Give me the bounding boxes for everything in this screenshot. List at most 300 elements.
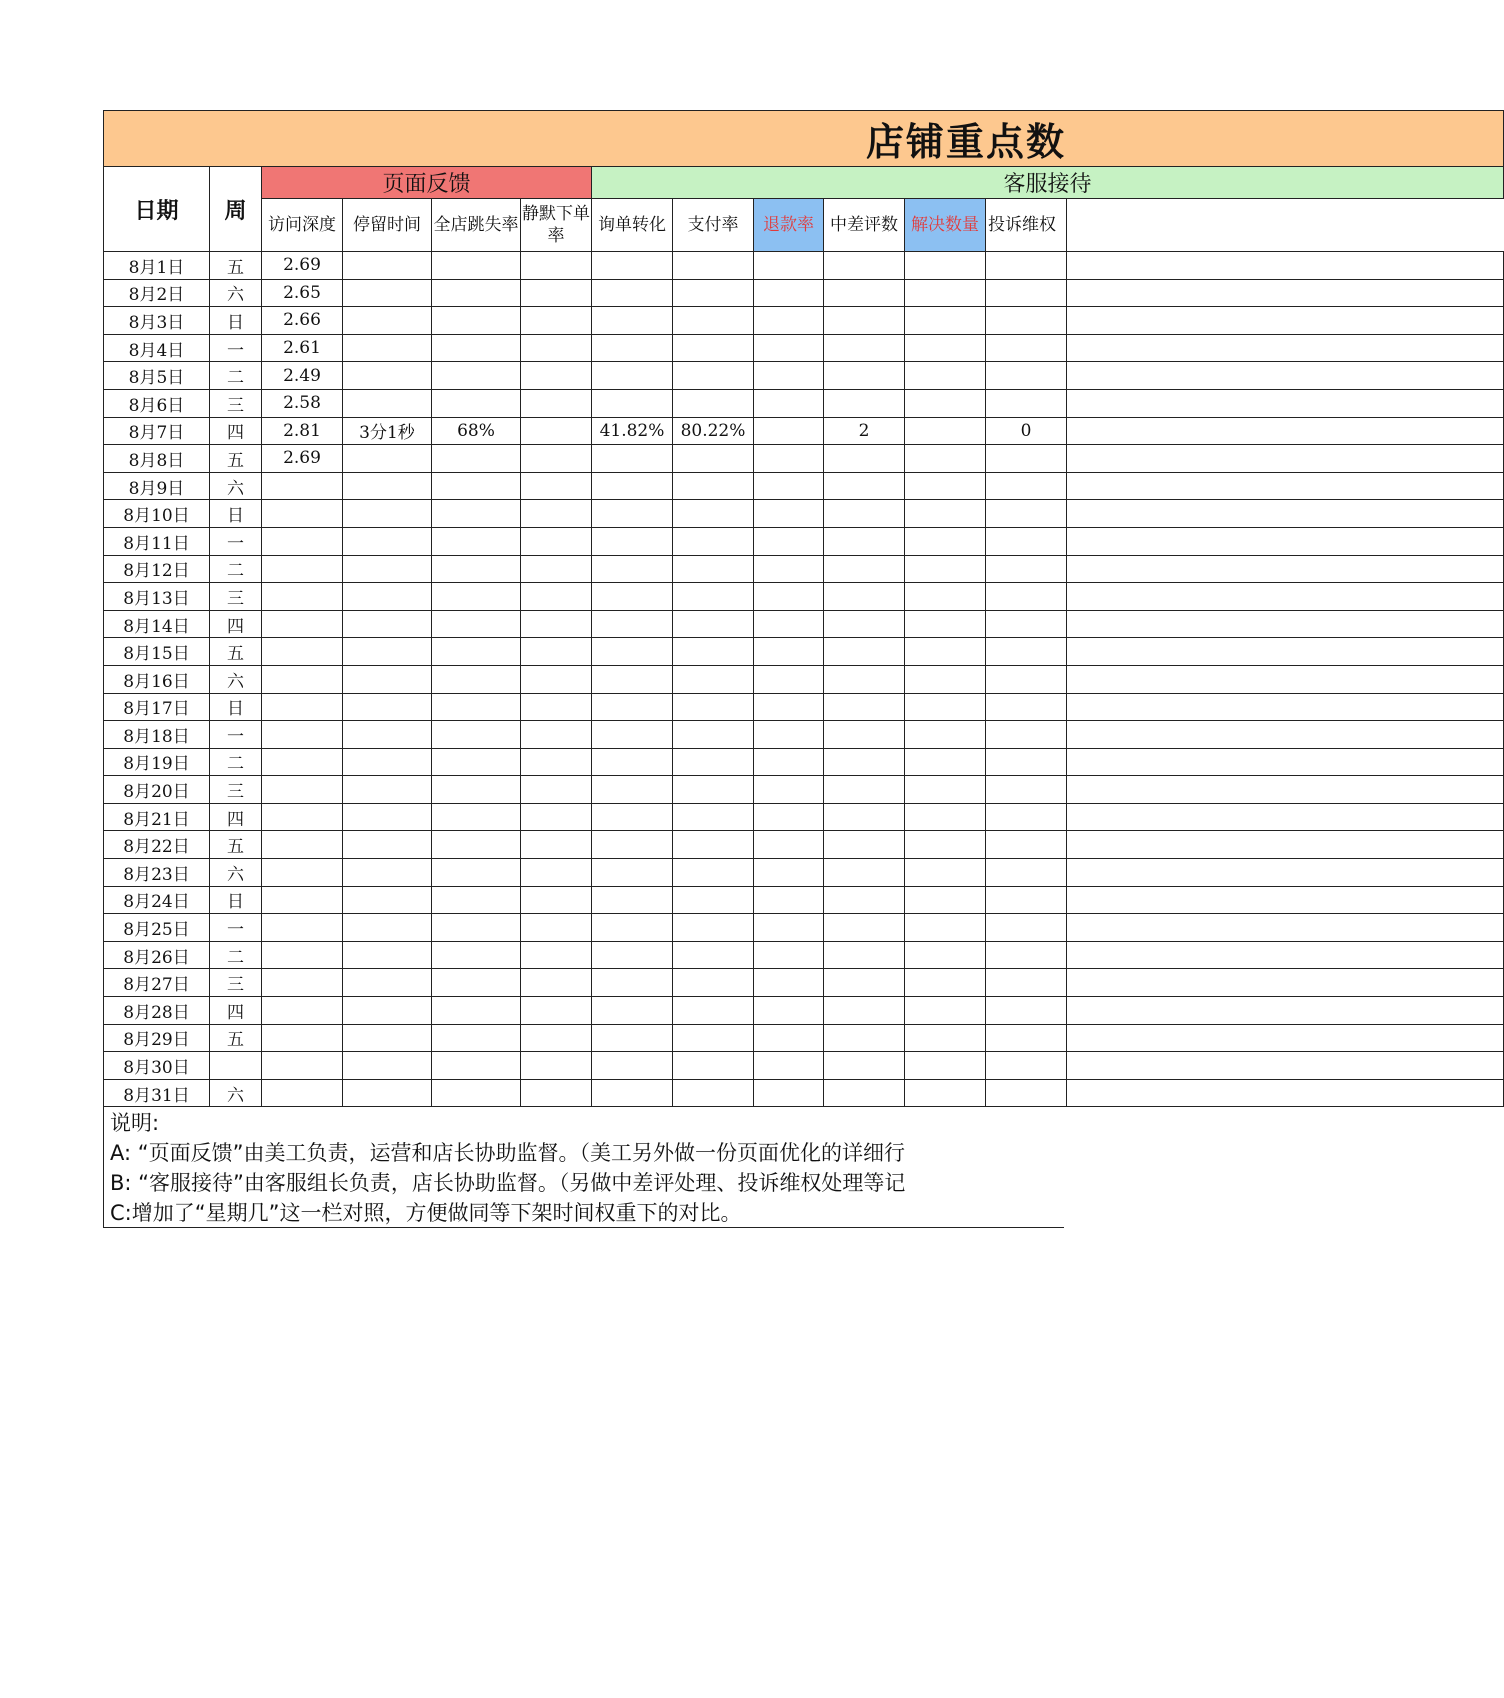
cell-value [262,859,343,887]
cell-empty [1067,997,1504,1025]
cell-value: 2.66 [262,307,343,335]
table-row [104,803,1504,831]
cell-value [986,362,1067,390]
cell-value [754,693,824,721]
cell-week: 四 [210,803,262,831]
cell-value [592,279,673,307]
cell-value [592,997,673,1025]
cell-value [432,997,521,1025]
cell-empty [1067,362,1504,390]
cell-value [673,638,754,666]
cell-value [824,969,905,997]
cell-value [905,969,986,997]
cell-date: 8月20日 [104,776,210,804]
cell-date: 8月24日 [104,886,210,914]
cell-value [824,748,905,776]
cell-value [521,776,592,804]
cell-value: 2.58 [262,389,343,417]
cell-value [754,307,824,335]
cell-value [673,527,754,555]
cell-week: 四 [210,997,262,1025]
cell-value [262,500,343,528]
cell-value [824,693,905,721]
cell-value [673,445,754,473]
cell-empty [1067,417,1504,445]
cell-value [343,1079,432,1107]
cell-week: 三 [210,583,262,611]
cell-value [754,914,824,942]
cell-date: 8月26日 [104,941,210,969]
cell-week: 六 [210,665,262,693]
table-row [104,748,1504,776]
cell-value [521,472,592,500]
cell-value [754,279,824,307]
table-row [104,610,1504,638]
cell-empty [1067,527,1504,555]
table-row [104,389,1504,417]
cell-value [905,445,986,473]
cell-value: 41.82% [592,417,673,445]
cell-value [824,362,905,390]
cell-value [673,555,754,583]
cell-value [673,279,754,307]
cell-empty [1067,721,1504,749]
cell-value [262,527,343,555]
cell-value [521,555,592,583]
cell-value [905,721,986,749]
cell-value [592,307,673,335]
cell-week: 六 [210,859,262,887]
cell-value [432,831,521,859]
cell-value [432,1052,521,1080]
cell-week: 三 [210,776,262,804]
cell-value [905,1052,986,1080]
cell-value [673,1052,754,1080]
cell-value [905,307,986,335]
cell-value [432,886,521,914]
cell-value [432,914,521,942]
table-row [104,279,1504,307]
table-row [104,417,1504,445]
cell-value [824,307,905,335]
cell-value [824,859,905,887]
cell-value [592,1052,673,1080]
cell-week: 一 [210,721,262,749]
cell-value [432,859,521,887]
cell-value [754,389,824,417]
cell-value [754,803,824,831]
cell-value [432,693,521,721]
cell-value [592,969,673,997]
cell-value [592,445,673,473]
cell-value [432,969,521,997]
cell-value [673,721,754,749]
cell-empty [1067,472,1504,500]
cell-week: 一 [210,914,262,942]
note-c: C:增加了“星期几”这一栏对照，方便做同等下架时间权重下的对比。 [104,1197,1065,1228]
cell-value [673,334,754,362]
group-page-feedback: 页面反馈 [262,167,592,199]
cell-date: 8月1日 [104,252,210,280]
cell-value [521,389,592,417]
cell-value [754,445,824,473]
cell-empty [1067,969,1504,997]
cell-value [521,500,592,528]
cell-value [824,389,905,417]
cell-value [986,638,1067,666]
table-row [104,307,1504,335]
cell-value [521,693,592,721]
cell-value [262,941,343,969]
cell-week: 六 [210,1079,262,1107]
table-row [104,1079,1504,1107]
cell-value [592,334,673,362]
note-a: A: “页面反馈”由美工负责，运营和店长协助监督。（美工另外做一份页面优化的详细行 [110,1141,906,1166]
cell-value [905,362,986,390]
cell-value [986,252,1067,280]
header-inquiry-conversion: 询单转化 [592,199,673,252]
cell-value [905,389,986,417]
cell-empty [1067,1024,1504,1052]
cell-value [592,638,673,666]
cell-empty [1067,279,1504,307]
cell-value [986,776,1067,804]
cell-value [986,334,1067,362]
table-row [104,583,1504,611]
cell-value [986,1052,1067,1080]
cell-value [432,583,521,611]
cell-value [986,997,1067,1025]
cell-value [824,279,905,307]
cell-value [824,886,905,914]
cell-empty [1067,803,1504,831]
table-row [104,334,1504,362]
cell-value [754,941,824,969]
cell-empty [1067,941,1504,969]
cell-value [432,472,521,500]
cell-value [673,389,754,417]
cell-empty [1067,334,1504,362]
cell-value [986,1024,1067,1052]
cell-value [521,886,592,914]
cell-value [905,914,986,942]
cell-value [262,583,343,611]
cell-value [432,252,521,280]
cell-value [754,472,824,500]
cell-date: 8月30日 [104,1052,210,1080]
cell-value [673,307,754,335]
cell-value [673,803,754,831]
cell-value [824,500,905,528]
cell-value [824,665,905,693]
cell-value [432,362,521,390]
cell-value [262,997,343,1025]
cell-value [905,748,986,776]
cell-value [673,776,754,804]
table-row [104,1052,1504,1080]
cell-value [343,665,432,693]
cell-value [592,472,673,500]
cell-value [673,252,754,280]
cell-date: 8月8日 [104,445,210,473]
cell-value [592,1079,673,1107]
cell-value [592,859,673,887]
cell-value [986,721,1067,749]
cell-value [905,583,986,611]
cell-empty [1067,693,1504,721]
sheet-title: 店铺重点数 [104,111,1504,167]
cell-empty [1067,748,1504,776]
cell-value: 3分1秒 [343,417,432,445]
cell-value [673,886,754,914]
cell-week: 一 [210,334,262,362]
cell-value [521,279,592,307]
cell-empty [1067,638,1504,666]
cell-value [673,665,754,693]
cell-value [754,748,824,776]
cell-value [432,721,521,749]
cell-value: 2.65 [262,279,343,307]
cell-value [986,445,1067,473]
cell-week: 五 [210,252,262,280]
cell-value [521,252,592,280]
notes-heading: 说明: [110,1111,160,1136]
cell-value [905,803,986,831]
cell-value [905,665,986,693]
cell-value [343,389,432,417]
cell-value [754,665,824,693]
cell-value [521,665,592,693]
cell-date: 8月4日 [104,334,210,362]
cell-value [824,610,905,638]
cell-value [432,500,521,528]
cell-value [905,941,986,969]
cell-value [521,527,592,555]
cell-value [824,527,905,555]
cell-value [343,362,432,390]
cell-value [905,997,986,1025]
cell-empty [1067,776,1504,804]
cell-value [754,610,824,638]
cell-value [521,307,592,335]
cell-value [824,776,905,804]
cell-value [754,362,824,390]
cell-value [343,252,432,280]
table-row [104,500,1504,528]
cell-value [986,693,1067,721]
cell-value [905,417,986,445]
cell-empty [1067,831,1504,859]
cell-value [986,307,1067,335]
cell-value [432,555,521,583]
cell-value [905,252,986,280]
cell-value [262,831,343,859]
header-negative-reviews: 中差评数 [824,199,905,252]
cell-value [986,1079,1067,1107]
cell-value [343,748,432,776]
cell-value [905,638,986,666]
cell-value [432,279,521,307]
cell-empty [1067,555,1504,583]
cell-value [986,389,1067,417]
cell-value [673,500,754,528]
cell-empty [1067,1079,1504,1107]
cell-value [262,776,343,804]
cell-value [432,748,521,776]
cell-value [592,665,673,693]
cell-value [521,721,592,749]
cell-value [521,1079,592,1107]
cell-value [824,831,905,859]
cell-value [521,417,592,445]
cell-value [592,803,673,831]
cell-date: 8月25日 [104,914,210,942]
cell-value [343,914,432,942]
cell-value [343,638,432,666]
table-row [104,362,1504,390]
cell-week: 六 [210,472,262,500]
cell-value [432,803,521,831]
cell-week: 二 [210,555,262,583]
cell-value [673,831,754,859]
cell-value [432,445,521,473]
cell-value [905,693,986,721]
data-table [103,110,1504,1107]
cell-value [905,1079,986,1107]
cell-date: 8月22日 [104,831,210,859]
cell-value [673,914,754,942]
cell-week [210,1052,262,1080]
table-row [104,665,1504,693]
cell-value [262,1079,343,1107]
cell-week: 日 [210,693,262,721]
table-row [104,693,1504,721]
cell-value [905,610,986,638]
cell-value [521,914,592,942]
cell-value [262,555,343,583]
notes-table [103,1107,1064,1228]
cell-value [754,997,824,1025]
cell-value [343,693,432,721]
cell-value [343,610,432,638]
cell-value [754,555,824,583]
cell-value [592,886,673,914]
cell-empty [1067,886,1504,914]
cell-value [343,527,432,555]
cell-value [986,583,1067,611]
cell-date: 8月2日 [104,279,210,307]
cell-empty [1067,665,1504,693]
cell-value [754,417,824,445]
cell-value [521,334,592,362]
cell-week: 日 [210,307,262,335]
cell-value: 2.69 [262,252,343,280]
cell-value [754,638,824,666]
cell-empty [1067,252,1504,280]
cell-value [432,334,521,362]
cell-value [432,527,521,555]
note-b: B: “客服接待”由客服组长负责，店长协助监督。（另做中差评处理、投诉维权处理等记 [110,1171,906,1196]
cell-date: 8月18日 [104,721,210,749]
cell-value [905,555,986,583]
cell-value [754,334,824,362]
cell-value [673,859,754,887]
table-row [104,831,1504,859]
cell-empty [1067,445,1504,473]
cell-value [754,1024,824,1052]
cell-value [986,472,1067,500]
cell-value [824,997,905,1025]
cell-value [343,500,432,528]
cell-value [343,1024,432,1052]
cell-value [824,445,905,473]
cell-value [521,997,592,1025]
cell-date: 8月6日 [104,389,210,417]
cell-date: 8月27日 [104,969,210,997]
cell-value [824,941,905,969]
cell-week: 三 [210,969,262,997]
cell-value [905,859,986,887]
cell-value [592,389,673,417]
cell-week: 二 [210,941,262,969]
cell-empty [1067,859,1504,887]
cell-value [343,776,432,804]
cell-week: 六 [210,279,262,307]
cell-value [824,334,905,362]
cell-date: 8月23日 [104,859,210,887]
cell-value [343,803,432,831]
cell-value [824,914,905,942]
cell-value [343,583,432,611]
cell-value [592,776,673,804]
cell-date: 8月3日 [104,307,210,335]
cell-value [986,831,1067,859]
cell-week: 五 [210,638,262,666]
cell-value [754,831,824,859]
table-row [104,859,1504,887]
cell-value [754,969,824,997]
cell-value [592,610,673,638]
cell-value [754,859,824,887]
cell-value [986,527,1067,555]
cell-date: 8月10日 [104,500,210,528]
cell-value [592,721,673,749]
cell-value [343,1052,432,1080]
table-row [104,445,1504,473]
cell-value [262,969,343,997]
cell-date: 8月17日 [104,693,210,721]
cell-value [754,721,824,749]
cell-value [262,472,343,500]
cell-value [521,831,592,859]
cell-value [824,583,905,611]
cell-value [592,693,673,721]
table-row [104,941,1504,969]
cell-value [986,610,1067,638]
cell-value [986,555,1067,583]
cell-date: 8月31日 [104,1079,210,1107]
cell-week: 五 [210,1024,262,1052]
cell-date: 8月9日 [104,472,210,500]
cell-week: 日 [210,500,262,528]
table-row [104,1024,1504,1052]
cell-date: 8月12日 [104,555,210,583]
cell-value [905,500,986,528]
cell-value [905,472,986,500]
cell-week: 四 [210,417,262,445]
cell-value [824,472,905,500]
cell-value [824,252,905,280]
